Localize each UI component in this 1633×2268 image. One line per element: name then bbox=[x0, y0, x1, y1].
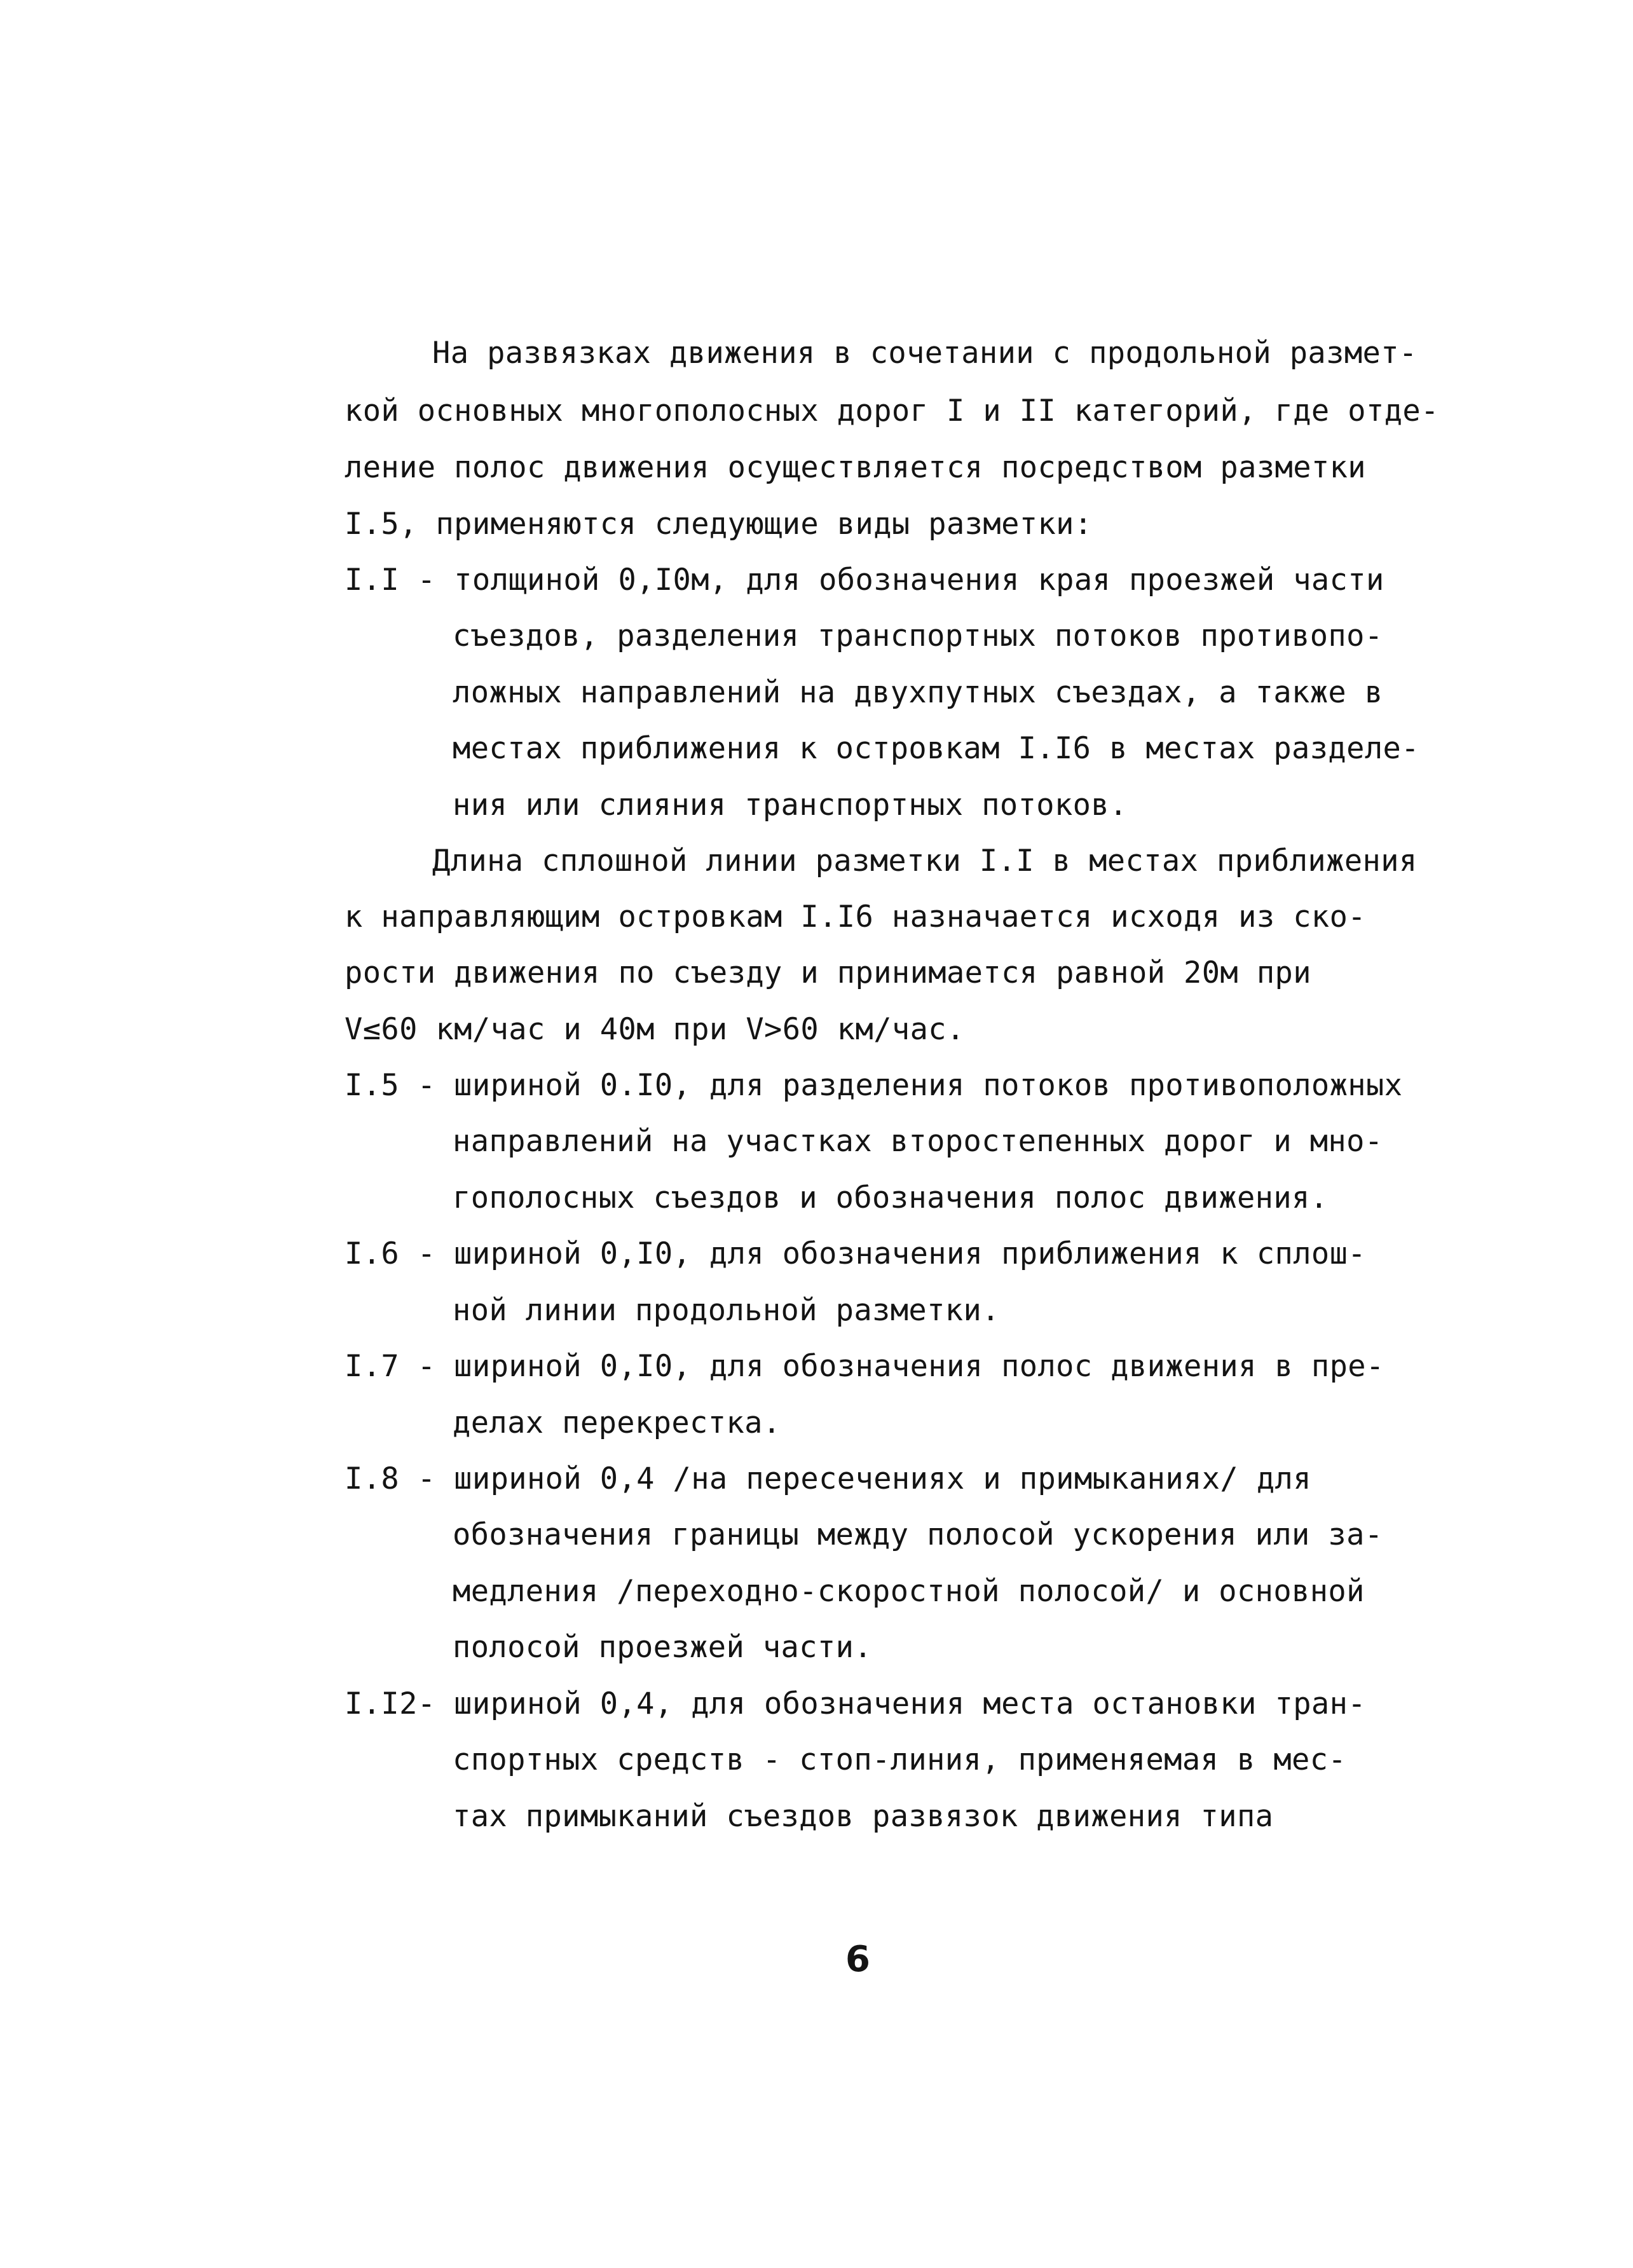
text-line: кой основных многополосных дорог I и II категорий, где отде- bbox=[345, 393, 1439, 428]
text-line: I.7 - шириной 0,I0, для обозначения полос движения в пре- bbox=[345, 1349, 1384, 1384]
text-line: I.6 - шириной 0,I0, для обозначения приближения к сплош- bbox=[345, 1236, 1366, 1271]
text-line: На развязках движения в сочетании с продольной размет- bbox=[432, 336, 1418, 371]
text-line: рости движения по съезду и принимается равной 20м при bbox=[345, 955, 1311, 990]
page-number: 6 bbox=[845, 1939, 870, 1980]
text-line: I.8 - шириной 0,4 /на пересечениях и примыканиях/ для bbox=[345, 1461, 1311, 1496]
text-line: ложных направлений на двухпутных съездах, а также в bbox=[453, 675, 1383, 710]
text-line: I.I2- шириной 0,4, для обозначения места остановки тран- bbox=[345, 1686, 1366, 1721]
text-line: к направляющим островкам I.I6 назначается исходя из ско- bbox=[345, 899, 1366, 934]
text-line: гополосных съездов и обозначения полос движения. bbox=[453, 1180, 1329, 1215]
text-line: Длина сплошной линии разметки I.I в местах приближения bbox=[432, 844, 1418, 878]
text-line: местах приближения к островкам I.I6 в местах разделе- bbox=[453, 731, 1419, 766]
text-line: I.5 - шириной 0.I0, для разделения потоков противоположных bbox=[345, 1068, 1403, 1103]
text-line: I.5, применяются следующие виды разметки: bbox=[345, 507, 1093, 542]
text-line: I.I - толщиной 0,I0м, для обозначения края проезжей части bbox=[345, 563, 1384, 598]
text-line: съездов, разделения транспортных потоков противопо- bbox=[453, 618, 1383, 653]
text-line: направлений на участках второстепенных дорог и мно- bbox=[453, 1124, 1383, 1159]
text-line: медления /переходно-скоростной полосой/ и основной bbox=[453, 1574, 1365, 1609]
text-line: полосой проезжей части. bbox=[453, 1630, 873, 1665]
text-line: ной линии продольной разметки. bbox=[453, 1293, 1000, 1328]
text-line: V≤60 км/час и 40м при V>60 км/час. bbox=[345, 1012, 965, 1047]
text-line: делах перекрестка. bbox=[453, 1405, 781, 1440]
text-line: ление полос движения осуществляется посредством разметки bbox=[345, 450, 1366, 485]
text-line: ния или слияния транспортных потоков. bbox=[453, 788, 1128, 823]
text-line: обозначения границы между полосой ускорения или за- bbox=[453, 1517, 1383, 1552]
text-line: тах примыканий съездов развязок движения типа bbox=[453, 1799, 1274, 1834]
text-line: спортных средств - стоп-линия, применяемая в мес- bbox=[453, 1742, 1347, 1777]
